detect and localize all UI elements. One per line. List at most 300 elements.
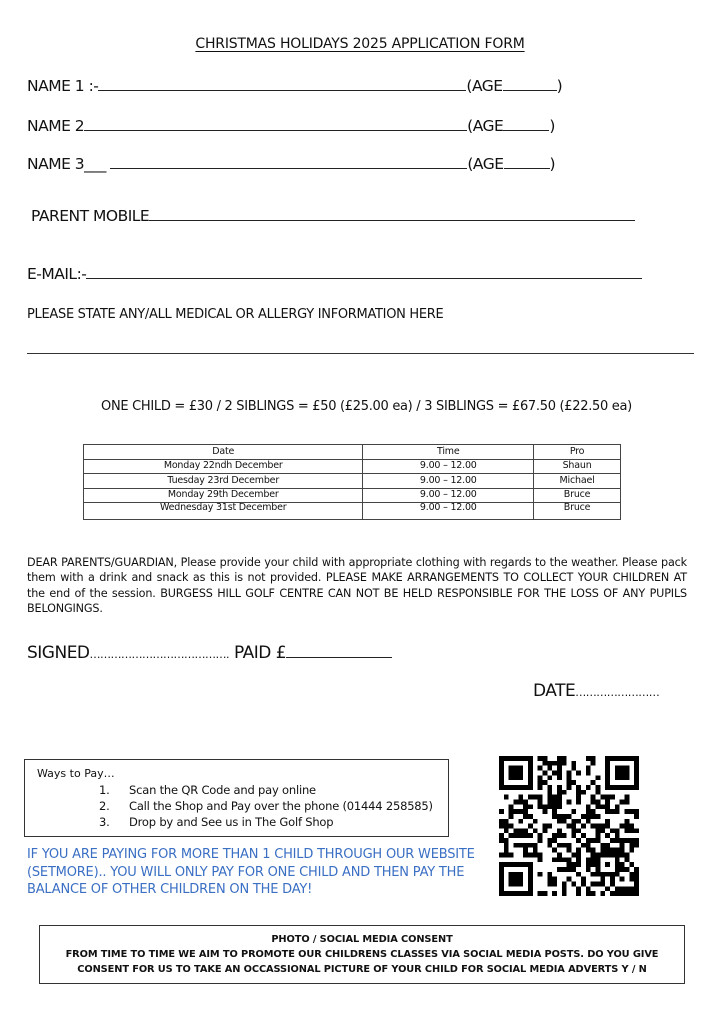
qr-module	[625, 853, 630, 858]
qr-module	[562, 867, 567, 872]
qr-module	[552, 838, 557, 843]
qr-module	[509, 775, 514, 780]
qr-module	[586, 838, 591, 843]
qr-module	[596, 804, 601, 809]
qr-module	[552, 799, 557, 804]
qr-module	[571, 882, 576, 887]
qr-module	[615, 785, 620, 790]
qr-module	[518, 809, 523, 814]
qr-module	[586, 809, 591, 814]
qr-module	[596, 838, 601, 843]
qr-module	[518, 819, 523, 824]
qr-module	[523, 756, 528, 761]
qr-module	[557, 756, 562, 761]
qr-module	[547, 795, 552, 800]
qr-module	[605, 785, 610, 790]
qr-module	[634, 877, 639, 882]
qr-module	[513, 891, 518, 896]
qr-module	[576, 828, 581, 833]
qr-module	[610, 877, 615, 882]
qr-module	[547, 872, 552, 877]
qr-module	[528, 761, 533, 766]
qr-module	[518, 770, 523, 775]
qr-module	[562, 886, 567, 891]
name-2-input-line[interactable]	[84, 116, 467, 131]
qr-module	[538, 891, 543, 896]
qr-module	[634, 770, 639, 775]
qr-module	[605, 853, 610, 858]
qr-module	[625, 891, 630, 896]
qr-module	[518, 843, 523, 848]
qr-module	[557, 853, 562, 858]
qr-module	[552, 891, 557, 896]
qr-module	[513, 833, 518, 838]
qr-module	[523, 804, 528, 809]
table-row	[84, 503, 621, 520]
qr-module	[528, 756, 533, 761]
qr-module	[586, 857, 591, 862]
qr-module	[518, 795, 523, 800]
qr-module	[567, 775, 572, 780]
qr-module	[538, 857, 543, 862]
qr-module	[518, 891, 523, 896]
qr-module	[499, 761, 504, 766]
age-2-input-line[interactable]	[503, 116, 549, 131]
qr-module	[513, 872, 518, 877]
qr-module	[576, 838, 581, 843]
paid-input-line[interactable]	[286, 643, 392, 658]
qr-module	[620, 824, 625, 829]
qr-module	[629, 843, 634, 848]
qr-module	[557, 867, 562, 872]
qr-module	[620, 775, 625, 780]
qr-module	[610, 828, 615, 833]
multi-child-payment-note: IF YOU ARE PAYING FOR MORE THAN 1 CHILD THROUGH OUR WEBSITE (SETMORE).. YOU WILL ONLY PAY FOR ONE CHILD AND THEN PAY THE BALANCE OF OTHER CHILDREN ON THE DAY!	[27, 847, 475, 897]
qr-module	[552, 804, 557, 809]
qr-module	[605, 819, 610, 824]
qr-module	[513, 843, 518, 848]
cell-date: Monday 22ndh December	[84, 459, 363, 474]
qr-module	[542, 761, 547, 766]
qr-module	[562, 790, 567, 795]
qr-module	[552, 882, 557, 887]
qr-module	[605, 756, 610, 761]
qr-module	[504, 785, 509, 790]
cell-date: Wednesday 31st December	[84, 503, 363, 520]
qr-module	[591, 761, 596, 766]
qr-module	[528, 766, 533, 771]
qr-module	[586, 886, 591, 891]
qr-module	[571, 780, 576, 785]
age-1-input-line[interactable]	[503, 76, 557, 91]
cell-time: 9.00 – 12.00	[363, 459, 534, 474]
qr-module	[610, 891, 615, 896]
qr-module	[547, 877, 552, 882]
qr-module	[600, 872, 605, 877]
qr-module	[576, 795, 581, 800]
qr-module	[634, 828, 639, 833]
qr-module	[605, 775, 610, 780]
qr-module	[576, 790, 581, 795]
qr-module	[625, 766, 630, 771]
qr-module	[591, 809, 596, 814]
qr-module	[591, 848, 596, 853]
qr-module	[591, 872, 596, 877]
qr-module	[518, 882, 523, 887]
email-field[interactable]	[27, 264, 642, 283]
qr-module	[625, 857, 630, 862]
qr-module	[504, 756, 509, 761]
qr-module	[620, 770, 625, 775]
qr-module	[600, 824, 605, 829]
qr-module	[552, 770, 557, 775]
qr-module	[591, 824, 596, 829]
name-2-label: NAME 2	[27, 117, 85, 135]
qr-module	[605, 780, 610, 785]
qr-module	[562, 814, 567, 819]
qr-module	[499, 853, 504, 858]
qr-module	[634, 891, 639, 896]
qr-module	[605, 833, 610, 838]
qr-module	[518, 828, 523, 833]
qr-module	[620, 848, 625, 853]
qr-module	[615, 833, 620, 838]
qr-module	[528, 785, 533, 790]
name-1-input-line[interactable]	[98, 76, 466, 91]
qr-module	[625, 770, 630, 775]
qr-module	[610, 795, 615, 800]
qr-module	[557, 833, 562, 838]
qr-module	[567, 824, 572, 829]
qr-module	[504, 824, 509, 829]
qr-module	[620, 877, 625, 882]
qr-module	[523, 814, 528, 819]
qr-module	[518, 756, 523, 761]
age-3-input-line[interactable]	[504, 154, 550, 169]
pay-option-number: 3.	[99, 815, 110, 829]
qr-module	[596, 828, 601, 833]
cell-time: 9.00 – 12.00	[363, 503, 534, 520]
header-date: Date	[84, 445, 363, 460]
qr-module	[562, 756, 567, 761]
qr-module	[513, 770, 518, 775]
qr-module	[634, 780, 639, 785]
cell-date: Monday 29th December	[84, 488, 363, 503]
qr-module	[538, 838, 543, 843]
qr-module	[518, 877, 523, 882]
qr-module	[504, 853, 509, 858]
name-2-field[interactable]	[27, 116, 555, 135]
qr-module	[538, 799, 543, 804]
qr-module	[629, 886, 634, 891]
pay-option-text: Drop by and See us in The Golf Shop	[129, 815, 334, 829]
qr-module	[576, 799, 581, 804]
qr-module	[605, 862, 610, 867]
qr-module	[634, 756, 639, 761]
qr-module	[528, 843, 533, 848]
qr-module	[552, 857, 557, 862]
qr-module	[581, 814, 586, 819]
qr-module	[513, 756, 518, 761]
qr-module	[591, 882, 596, 887]
qr-module	[629, 891, 634, 896]
qr-module	[586, 804, 591, 809]
qr-module	[538, 833, 543, 838]
qr-module	[562, 891, 567, 896]
qr-module	[509, 877, 514, 882]
qr-module	[518, 766, 523, 771]
schedule-table	[83, 444, 621, 520]
header-pro: Pro	[534, 445, 621, 460]
qr-code-icon[interactable]	[499, 756, 639, 896]
qr-module	[596, 799, 601, 804]
qr-module	[533, 795, 538, 800]
qr-module	[499, 770, 504, 775]
qr-module	[586, 756, 591, 761]
schedule-header-row	[84, 445, 621, 460]
qr-module	[629, 809, 634, 814]
qr-module	[547, 882, 552, 887]
qr-module	[576, 891, 581, 896]
paid-label: PAID £	[233, 643, 287, 663]
pricing-text: ONE CHILD = £30 / 2 SIBLINGS = £50 (£25.00 ea) / 3 SIBLINGS = £67.50 (£22.50 ea)	[101, 399, 632, 414]
qr-module	[576, 785, 581, 790]
consent-title: PHOTO / SOCIAL MEDIA CONSENT	[271, 934, 453, 945]
qr-module	[538, 775, 543, 780]
qr-module	[562, 819, 567, 824]
signature-row	[27, 643, 392, 663]
qr-module	[615, 848, 620, 853]
qr-module	[605, 804, 610, 809]
qr-module	[509, 853, 514, 858]
qr-module	[615, 804, 620, 809]
qr-module	[557, 799, 562, 804]
qr-module	[547, 799, 552, 804]
qr-module	[513, 862, 518, 867]
qr-module	[581, 877, 586, 882]
qr-module	[600, 828, 605, 833]
qr-module	[557, 795, 562, 800]
qr-module	[629, 824, 634, 829]
qr-module	[509, 833, 514, 838]
qr-module	[528, 814, 533, 819]
qr-module	[600, 843, 605, 848]
qr-module	[605, 761, 610, 766]
qr-module	[586, 785, 591, 790]
qr-module	[576, 853, 581, 858]
qr-module	[605, 809, 610, 814]
qr-module	[610, 853, 615, 858]
name-3-field[interactable]	[27, 154, 555, 173]
qr-module	[629, 877, 634, 882]
qr-module	[557, 828, 562, 833]
signed-input-line[interactable]: ………………………………….	[89, 648, 230, 661]
qr-module	[499, 891, 504, 896]
qr-module	[615, 775, 620, 780]
pay-option-number: 1.	[99, 783, 110, 797]
qr-module	[591, 862, 596, 867]
qr-module	[509, 824, 514, 829]
date-input-line[interactable]: ……………………	[575, 686, 660, 699]
qr-module	[499, 766, 504, 771]
qr-module	[634, 886, 639, 891]
qr-module	[615, 853, 620, 858]
qr-module	[610, 838, 615, 843]
parent-mobile-input-line[interactable]	[149, 206, 635, 221]
qr-module	[596, 882, 601, 887]
qr-module	[509, 804, 514, 809]
qr-module	[634, 838, 639, 843]
qr-module	[504, 819, 509, 824]
qr-module	[542, 824, 547, 829]
qr-module	[547, 766, 552, 771]
qr-module	[499, 775, 504, 780]
qr-module	[504, 828, 509, 833]
qr-module	[625, 795, 630, 800]
qr-module	[557, 843, 562, 848]
qr-module	[605, 799, 610, 804]
qr-module	[620, 886, 625, 891]
qr-module	[499, 780, 504, 785]
qr-module	[571, 853, 576, 858]
qr-module	[615, 770, 620, 775]
qr-module	[504, 862, 509, 867]
qr-module	[634, 761, 639, 766]
qr-module	[528, 867, 533, 872]
qr-module	[605, 824, 610, 829]
qr-module	[509, 872, 514, 877]
qr-module	[567, 785, 572, 790]
qr-module	[586, 867, 591, 872]
qr-module	[571, 766, 576, 771]
qr-module	[581, 843, 586, 848]
qr-module	[576, 862, 581, 867]
qr-module	[596, 785, 601, 790]
form-title-text: CHRISTMAS HOLIDAYS 2025 APPLICATION FORM	[195, 36, 525, 52]
qr-module	[591, 795, 596, 800]
qr-module	[557, 790, 562, 795]
qr-module	[547, 804, 552, 809]
qr-module	[571, 867, 576, 872]
qr-module	[523, 848, 528, 853]
qr-module	[528, 795, 533, 800]
qr-module	[557, 775, 562, 780]
qr-module	[552, 809, 557, 814]
cell-time: 9.00 – 12.00	[363, 488, 534, 503]
qr-module	[600, 795, 605, 800]
qr-module	[499, 809, 504, 814]
form-title	[0, 36, 713, 52]
qr-module	[586, 819, 591, 824]
qr-module	[523, 853, 528, 858]
parent-mobile-field[interactable]	[31, 206, 635, 225]
qr-module	[610, 882, 615, 887]
qr-module	[552, 833, 557, 838]
name-3-input-line[interactable]	[110, 154, 467, 169]
qr-module	[513, 877, 518, 882]
photo-consent-box	[39, 925, 685, 984]
qr-module	[552, 761, 557, 766]
qr-module	[615, 838, 620, 843]
qr-module	[634, 867, 639, 872]
qr-module	[518, 872, 523, 877]
email-input-line[interactable]	[86, 264, 642, 279]
qr-module	[615, 886, 620, 891]
qr-module	[625, 785, 630, 790]
qr-module	[596, 824, 601, 829]
qr-module	[509, 862, 514, 867]
age-3-close: )	[549, 155, 556, 173]
qr-module	[596, 833, 601, 838]
qr-module	[499, 785, 504, 790]
qr-module	[625, 867, 630, 872]
qr-module	[625, 775, 630, 780]
qr-module	[567, 799, 572, 804]
qr-module	[576, 770, 581, 775]
medical-info-input-line[interactable]	[27, 353, 694, 354]
date-label: DATE	[533, 681, 576, 701]
qr-module	[571, 833, 576, 838]
cell-time: 9.00 – 12.00	[363, 474, 534, 489]
qr-module	[625, 756, 630, 761]
qr-module	[581, 790, 586, 795]
qr-module	[509, 770, 514, 775]
qr-module	[562, 843, 567, 848]
qr-module	[533, 848, 538, 853]
qr-module	[567, 843, 572, 848]
qr-module	[557, 770, 562, 775]
qr-module	[547, 775, 552, 780]
qr-module	[538, 795, 543, 800]
pay-option-text: Scan the QR Code and pay online	[129, 783, 316, 797]
qr-module	[518, 799, 523, 804]
date-row	[533, 681, 659, 701]
qr-module	[591, 838, 596, 843]
qr-module	[557, 814, 562, 819]
qr-module	[523, 785, 528, 790]
qr-module	[634, 814, 639, 819]
qr-module	[615, 862, 620, 867]
qr-module	[513, 882, 518, 887]
qr-module	[533, 828, 538, 833]
name-1-field[interactable]	[27, 76, 562, 95]
qr-module	[538, 872, 543, 877]
qr-module	[567, 867, 572, 872]
qr-module	[557, 761, 562, 766]
qr-module	[600, 853, 605, 858]
qr-module	[571, 862, 576, 867]
qr-module	[567, 770, 572, 775]
cell-date: Tuesday 23rd December	[84, 474, 363, 489]
qr-module	[518, 862, 523, 867]
qr-module	[499, 886, 504, 891]
qr-module	[605, 886, 610, 891]
qr-module	[557, 766, 562, 771]
qr-module	[620, 891, 625, 896]
qr-module	[567, 780, 572, 785]
qr-module	[538, 804, 543, 809]
qr-module	[499, 833, 504, 838]
qr-module	[576, 857, 581, 862]
qr-module	[504, 891, 509, 896]
cell-pro: Bruce	[534, 488, 621, 503]
qr-module	[610, 785, 615, 790]
qr-module	[615, 872, 620, 877]
qr-module	[528, 775, 533, 780]
email-label: E-MAIL:-	[27, 265, 87, 283]
qr-module	[620, 785, 625, 790]
qr-module	[615, 766, 620, 771]
